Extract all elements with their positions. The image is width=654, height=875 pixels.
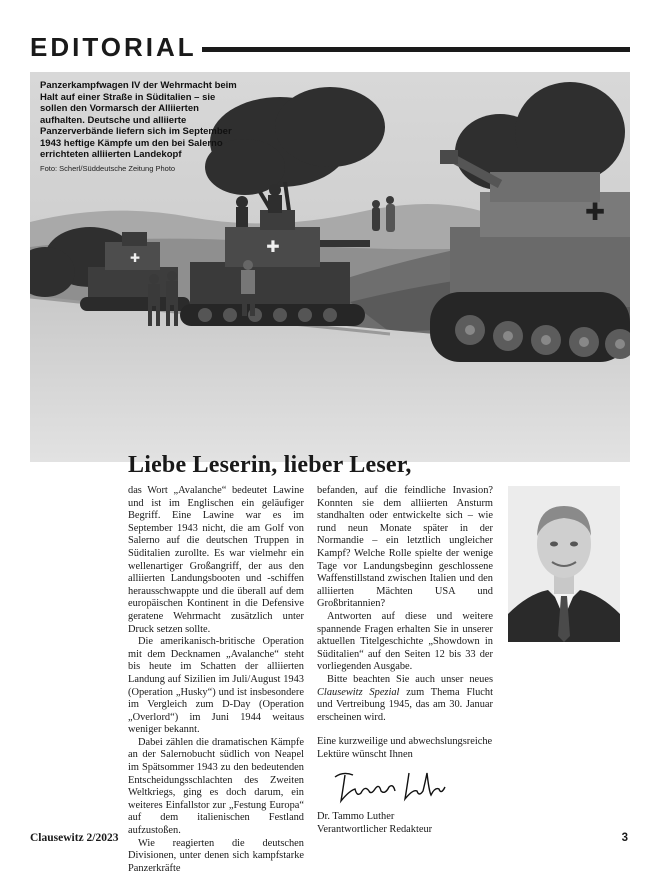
caption-text: Panzerkampfwagen IV der Wehrmacht beim Halt auf einer Straße in Süditalien – sie sollen den Vormarsch der Alliierten aufhalten. Deutsche und alliierte Panzerverbände liefern sich im September 1943 heftige Kämpfe um den bei Salerno errichteten alliierten Landekopf: [40, 80, 237, 160]
article-column-left: [128, 485, 304, 875]
portrait-illustration: [508, 486, 620, 642]
svg-text:✚: ✚: [129, 251, 141, 265]
article-column-right: [317, 485, 493, 837]
handwritten-signature: [331, 769, 493, 805]
section-title: EDITORIAL: [30, 32, 197, 62]
tank-photo: [30, 72, 630, 462]
paragraph: [317, 674, 493, 724]
paragraph: Antworten auf diese und weitere spannende Fragen erhalten Sie in unserer aktuellen Titelgeschichte „Showdown in Süditalien“ auf den Seiten 12 bis 33 der vorliegenden Ausgabe.: [317, 610, 493, 673]
paragraph: Wie reagierten die deutschen Divisionen, unter denen sich kampfstarke Panzerkräfte: [128, 837, 304, 874]
paragraph: das Wort „Avalanche“ bedeutet Lawine und ist im Englischen ein geläufiger Begriff. Eine Lawine war es im September 1943 nicht, die am Golf von Salerno auf die deutschen Truppen in Süditalien zurollte. Es war vielmehr ein wellenartiger Großangriff, der aus den alliierten Landungsbooten und -schiffen herausschwappte und die überall auf dem europäischen Kontinent in die Defensive geratene Wehrmacht zusätzlich unter Druck setzen sollte.: [128, 485, 304, 635]
footer-page-number: 3: [621, 832, 628, 844]
signer-title: Verantwortlicher Redakteur: [317, 824, 433, 836]
author-portrait: [508, 486, 620, 642]
paragraph-text: zum Thema Flucht und Vertreibung 1945, das am 30. Januar erscheinen wird.: [317, 686, 493, 723]
paragraph-text: Bitte beachten Sie auch unser neues: [327, 673, 493, 685]
salutation-heading: Liebe Leserin, lieber Leser,: [128, 452, 412, 478]
photo-credit: Foto: Scherl/Süddeutsche Zeitung Photo: [40, 163, 176, 173]
header-rule: [202, 47, 630, 52]
svg-text:✚: ✚: [584, 199, 606, 226]
signature-graphic: [331, 769, 451, 805]
footer-magazine-issue: Clausewitz 2/2023: [30, 832, 119, 844]
svg-text:✚: ✚: [266, 239, 280, 256]
paragraph: befanden, auf die feindliche Invasion? Konnten sie dem alliierten Ansturm standhalten oder entwickelte sich – wie rund neun Monate später in der Normandie – ein letztlich ungleicher Kampf? Welche Rolle spielte der wenige Tage vor Landungsbeginn geschlossene Waffenstillstand zwischen Italien und den alliierten Mächten USA und Großbritannien?: [317, 485, 493, 610]
photo-caption: [40, 80, 240, 174]
header: [30, 30, 630, 64]
magazine-title: Clausewitz Spezial: [317, 686, 400, 698]
signer-name: Dr. Tammo Luther: [317, 811, 395, 823]
closing-line: Eine kurzweilige und abwechslungsreiche Lektüre wünscht Ihnen: [317, 736, 493, 760]
paragraph: Die amerikanisch-britische Operation mit dem Decknamen „Avalanche“ steht bis heute im Schatten der alliierten Landung auf Sizilien im Juli/August 1943 (Operation „Husky“) und ist insbesondere im Vergleich zum D-Day (Operation „Overlord“) im Juni 1944 weitaus weniger bekannt.: [128, 636, 304, 736]
paragraph: Dabei zählen die dramatischen Kämpfe an der Salernobucht südlich von Neapel im Spätsommer 1943 zu den bedeutenden Entscheidungsschlachten des Zweiten Weltkriegs, ging es doch darum, ein weiteres Einfallstor zur „Festung Europa“ auf dem italienischen Festland aufzustoßen.: [128, 736, 304, 837]
